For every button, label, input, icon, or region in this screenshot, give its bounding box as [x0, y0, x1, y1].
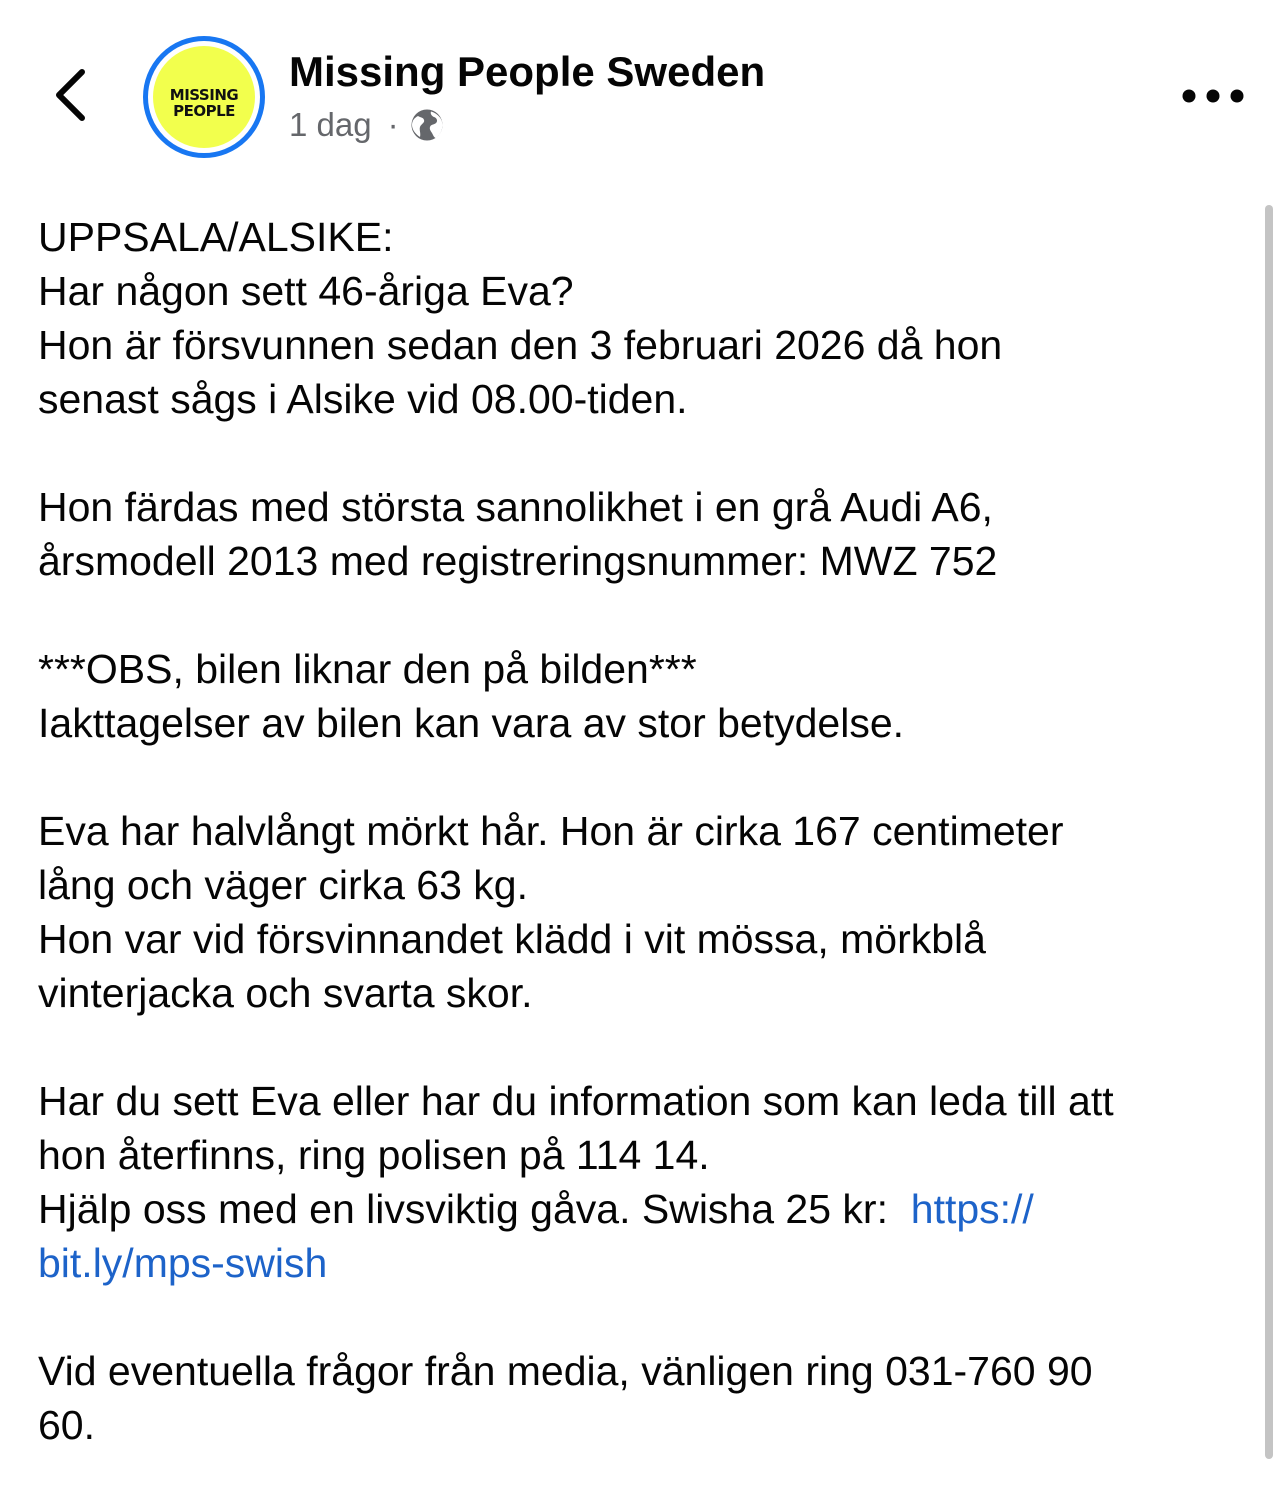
post-line: UPPSALA/ALSIKE:	[38, 214, 394, 260]
post-line: hon återfinns, ring polisen på 114 14.	[38, 1132, 710, 1178]
post-line: Hon var vid försvinnandet klädd i vit mössa, mörkblå	[38, 916, 986, 962]
meta-separator: ·	[387, 106, 399, 143]
missing-people-logo	[153, 46, 255, 148]
post-line: Eva har halvlångt mörkt hår. Hon är cirka 167 centimeter	[38, 808, 1064, 854]
page-avatar[interactable]	[143, 36, 265, 158]
back-button[interactable]	[44, 62, 100, 128]
swish-link-continued[interactable]: bit.ly/mps-swish	[38, 1240, 328, 1286]
post-line	[38, 1236, 1264, 1290]
post-line	[38, 1182, 1264, 1236]
logo-text-line2: PEOPLE	[173, 102, 235, 120]
post-paragraph-contact	[38, 1074, 1264, 1290]
post-line: Har någon sett 46-åriga Eva?	[38, 268, 574, 314]
post-time[interactable]: 1 dag	[289, 106, 372, 143]
post-line: 60.	[38, 1402, 95, 1448]
post-line: senast sågs i Alsike vid 08.00-tiden.	[38, 376, 688, 422]
globe-icon	[409, 107, 445, 143]
post-paragraph-media	[38, 1344, 1264, 1452]
post-paragraph-car	[38, 480, 1264, 588]
post-meta	[289, 104, 445, 146]
post-line: ***OBS, bilen liknar den på bilden***	[38, 646, 697, 692]
more-horizontal-icon	[1178, 82, 1248, 110]
post-line: Vid eventuella frågor från media, vänligen ring 031-760 90	[38, 1348, 1093, 1394]
post-line: Har du sett Eva eller har du information som kan leda till att	[38, 1078, 1114, 1124]
post-line: Hon färdas med största sannolikhet i en grå Audi A6,	[38, 484, 993, 530]
donation-text: Hjälp oss med en livsviktig gåva. Swisha 25 kr:	[38, 1186, 911, 1232]
post-line: årsmodell 2013 med registreringsnummer: MWZ 752	[38, 538, 998, 584]
post-paragraph-notice	[38, 642, 1264, 750]
page-name[interactable]: Missing People Sweden	[289, 48, 766, 95]
swish-link[interactable]: https://	[910, 1186, 1034, 1232]
more-options-button[interactable]	[1178, 82, 1248, 110]
post-text	[38, 210, 1264, 1506]
post-paragraph-description	[38, 804, 1264, 1020]
logo-text-line1: MISSING	[169, 86, 239, 104]
post-line: Iakttagelser av bilen kan vara av stor betydelse.	[38, 700, 905, 746]
scrollbar[interactable]	[1265, 205, 1273, 1459]
post-paragraph-location	[38, 210, 1264, 426]
chevron-left-icon	[44, 62, 100, 128]
post-line: Hon är försvunnen sedan den 3 februari 2026 då hon	[38, 322, 1003, 368]
post-header	[0, 0, 1284, 175]
post-line: vinterjacka och svarta skor.	[38, 970, 533, 1016]
post-line: lång och väger cirka 63 kg.	[38, 862, 528, 908]
